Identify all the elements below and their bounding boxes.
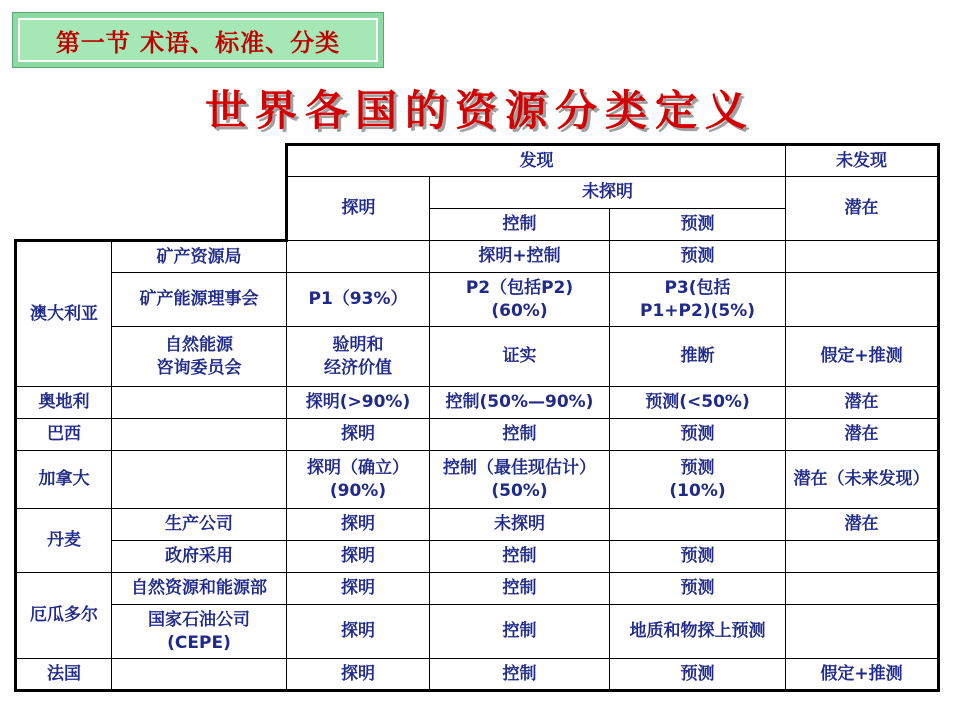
- empty-corner: [16, 145, 287, 241]
- table-cell: 潜在: [786, 387, 939, 419]
- table-cell: 未探明: [430, 509, 610, 541]
- header-forecast: 预测: [610, 209, 786, 241]
- table-cell: 控制: [430, 419, 610, 451]
- table-cell: [786, 241, 939, 273]
- table-cell: 潜在: [786, 419, 939, 451]
- table-cell: P1（93%）: [287, 273, 430, 327]
- agency-cell: [112, 451, 287, 509]
- table-row: [16, 387, 939, 419]
- table-row: [16, 451, 939, 509]
- table-cell: 证实: [430, 327, 610, 387]
- table-cell: [786, 605, 939, 659]
- agency-cell: 政府采用: [112, 541, 287, 573]
- table-cell: [610, 509, 786, 541]
- header-unexplored: 未探明: [430, 177, 786, 209]
- table-cell: [786, 273, 939, 327]
- country-cell: 澳大利亚: [16, 241, 112, 387]
- table-cell: 探明: [287, 541, 430, 573]
- table-cell: 探明（确立） (90%): [287, 451, 430, 509]
- table-row: [16, 573, 939, 605]
- agency-cell: 生产公司: [112, 509, 287, 541]
- table-cell: 控制: [430, 541, 610, 573]
- table-cell: 推断: [610, 327, 786, 387]
- table-cell: 控制（最佳现估计） (50%): [430, 451, 610, 509]
- table-cell: 预测(<50%): [610, 387, 786, 419]
- table-row: [16, 241, 939, 273]
- table-cell: 预测 (10%): [610, 451, 786, 509]
- agency-cell: 矿产资源局: [112, 241, 287, 273]
- table-cell: 假定+推测: [786, 659, 939, 691]
- agency-cell: 自然资源和能源部: [112, 573, 287, 605]
- section-badge: [12, 12, 384, 68]
- header-potential: 潜在: [786, 177, 939, 241]
- table-cell: 控制(50%—90%): [430, 387, 610, 419]
- header-explored: 探明: [287, 177, 430, 241]
- country-cell: 丹麦: [16, 509, 112, 573]
- table-cell: 验明和 经济价值: [287, 327, 430, 387]
- header-discovered: 发现: [287, 145, 786, 177]
- table-cell: [786, 541, 939, 573]
- header-row: [16, 145, 939, 177]
- table-row: [16, 273, 939, 327]
- table-row: [16, 419, 939, 451]
- table-cell: 控制: [430, 573, 610, 605]
- table-cell: 控制: [430, 605, 610, 659]
- table-cell: 预测: [610, 241, 786, 273]
- country-cell: 厄瓜多尔: [16, 573, 112, 659]
- agency-cell: 矿产能源理事会: [112, 273, 287, 327]
- table-cell: 地质和物探上预测: [610, 605, 786, 659]
- table-row: [16, 327, 939, 387]
- table-cell: 探明: [287, 605, 430, 659]
- agency-cell: 国家石油公司 (CEPE): [112, 605, 287, 659]
- table-cell: 预测: [610, 419, 786, 451]
- agency-cell: [112, 387, 287, 419]
- table-row: [16, 659, 939, 691]
- table-cell: 潜在: [786, 509, 939, 541]
- header-undiscovered: 未发现: [786, 145, 939, 177]
- table-cell: 预测: [610, 573, 786, 605]
- header-control: 控制: [430, 209, 610, 241]
- table-row: [16, 509, 939, 541]
- country-cell: 巴西: [16, 419, 112, 451]
- page-title: 世界各国的资源分类定义: [204, 86, 755, 135]
- table-cell: 预测: [610, 659, 786, 691]
- table-cell: P3(包括 P1+P2)(5%): [610, 273, 786, 327]
- table-cell: 探明: [287, 509, 430, 541]
- table-cell: 探明(>90%): [287, 387, 430, 419]
- agency-cell: [112, 419, 287, 451]
- table-cell: 探明+控制: [430, 241, 610, 273]
- table-cell: [786, 573, 939, 605]
- table-row: [16, 605, 939, 659]
- agency-cell: 自然能源 咨询委员会: [112, 327, 287, 387]
- table-row: [16, 541, 939, 573]
- country-cell: 奥地利: [16, 387, 112, 419]
- country-cell: 加拿大: [16, 451, 112, 509]
- table-cell: P2（包括P2) (60%): [430, 273, 610, 327]
- country-cell: 法国: [16, 659, 112, 691]
- table-cell: 潜在（未来发现）: [786, 451, 939, 509]
- resource-classification-table: [14, 143, 940, 692]
- table-cell: 控制: [430, 659, 610, 691]
- agency-cell: [112, 659, 287, 691]
- table-cell: 探明: [287, 659, 430, 691]
- table-cell: 探明: [287, 419, 430, 451]
- table-cell: 探明: [287, 573, 430, 605]
- section-title: 第一节 术语、标准、分类: [18, 18, 378, 62]
- table-cell: 假定+推测: [786, 327, 939, 387]
- table-cell: [287, 241, 430, 273]
- table-cell: 预测: [610, 541, 786, 573]
